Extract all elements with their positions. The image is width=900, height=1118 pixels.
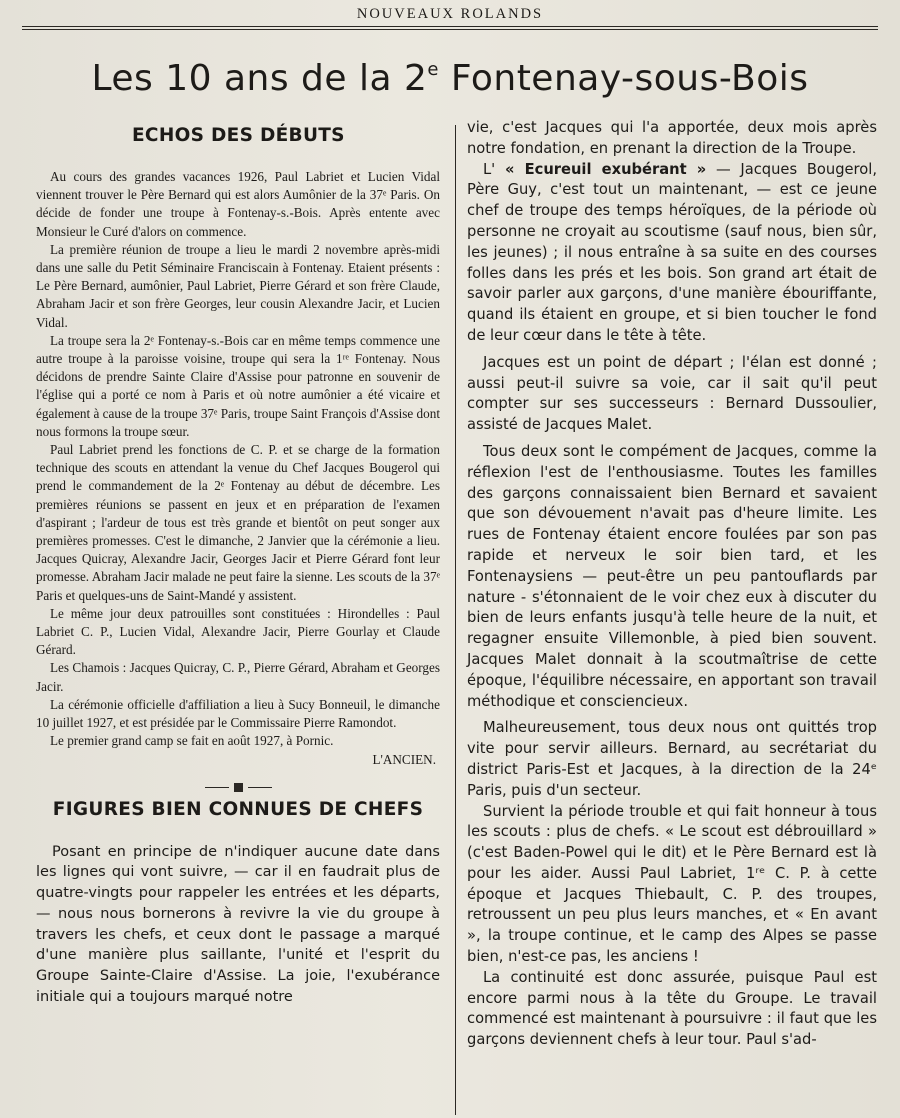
- title-superscript: e: [427, 59, 439, 80]
- section-ornament: [36, 779, 440, 793]
- paragraph: Tous deux sont le compément de Jacques, comme la réflexion l'est de l'enthousiasme. Toutes les familles des garçons connaissaient bien Bernard et savaient que son dévouement n'avait pas d'heure limite. Les rues de Fontenay étaient encore foulées par son pas rapide et nerveux le soir bien tard, et les Fontenaysiens — peut-être un peu pantouflards par nature - s'étonnaient de le voir chez eux à discuter du bien de leurs enfants jusqu'à telle heure de la nuit, et regagner ensuite Villemonble, à pied bien souvent. Jacques Malet donnait à la scoutmaîtrise de cette époque, l'équilibre nécessaire, en apportant son travail méthodique et consciencieux.: [467, 442, 877, 710]
- running-head: NOUVEAUX ROLANDS: [356, 6, 544, 22]
- paragraph: Au cours des grandes vacances 1926, Paul Labriet et Lucien Vidal viennent trouver le Père Bernard qui est alors Aumônier de la 37ᵉ Paris. On décide de fonder une troupe à Fontenay-s.-Bois. Après entente avec Monsieur le Curé d'alors on commence.: [36, 169, 440, 239]
- paragraph: Malheureusement, tous deux nous ont quittés trop vite pour servir ailleurs. Bernard, au secrétariat du district Paris-Est et Jacques, à la direction de la 24ᵉ Paris, puis d'un secteur.: [467, 719, 877, 799]
- column-divider: [455, 125, 456, 1115]
- ornament-square-icon: [234, 783, 243, 792]
- paragraph: La troupe sera la 2ᵉ Fontenay-s.-Bois car en même temps commence une autre troupe à la paroisse voisine, troupe qui sera la 1ʳᵉ Fontenay. Nous décidons de prendre Sainte Claire d'Assise pour patronne en souvenir de l'église qui a porté ce nom à Paris et où notre aumônier a été vicaire et également à cause de la troupe 37ᵉ Paris, troupe Saint François d'Assise dont nous formons la troupe sœur.: [36, 332, 440, 439]
- paragraph: Posant en principe de n'indiquer aucune date dans les lignes qui vont suivre, — car il en faudrait plus de quatre-vingts pour rappeler les entrées et les départs, — nous nous bornerons à revivre la vie du groupe à travers les chefs, et ceux dont le passage a marqué d'une manière plus saillante, l'unité et l'esprit du Groupe Sainte-Claire d'Assise. La joie, l'exubérance initiale qui a toujours marqué notre: [36, 843, 440, 1006]
- paragraph: Le même jour deux patrouilles sont constituées : Hirondelles : Paul Labriet C. P., Lucien Vidal, Alexandre Jacir, Pierre Gourlay et Claude Gérard.: [36, 605, 440, 658]
- paragraph: Le premier grand camp se fait en août 1927, à Pornic.: [50, 733, 334, 749]
- paragraph: La cérémonie officielle d'affiliation a lieu à Sucy Bonneuil, le dimanche 10 juillet 1927, et est présidée par le Commissaire Pierre Ramondot.: [36, 696, 440, 731]
- paragraph: Paul Labriet prend les fonctions de C. P. et se charge de la formation technique des scouts en attendant la venue du Chef Jacques Bougerol qui prend le commandement de la 2ᵉ Fontenay au début de décembre. Les premières réunions se passent en jeux et en préparation de l'examen d'aspirant ; l'ardeur de tous est très grande et bientôt on peut songer aux premières promesses. C'est le dimanche, 2 Janvier que la cérémonie a lieu. Jacques Quicray, Alexandre Jacir, Georges Jacir et Pierre Gérard font leur promesse. Abraham Jacir malade ne peut faire la sienne. Les scouts de la 37ᵉ Paris et quelques-uns de Saint-Mandé y assistent.: [36, 442, 440, 603]
- signature: L'ANCIEN.: [372, 751, 436, 767]
- section-echos-body: [36, 168, 440, 769]
- left-column: [36, 125, 440, 1008]
- ecureuil-nickname: « Ecureuil exubérant »: [504, 160, 707, 178]
- ecureuil-text: — Jacques Bougerol, Père Guy, c'est tout un maintenant, — est ce jeune chef de troupe des temps héroïques, de la période où personne ne croyait au scoutisme (sauf nous, bien sûr, les jeunes) ; il nous entraîne à sa suite en des courses folles dans les prés et les bois. Son grand art était de savoir parler aux garçons, d'une manière ébouriffante, quand ils étaient en groupe, et si bien toucher le fond de leur cœur dans le tête à tête.: [467, 160, 878, 344]
- paragraph: La première réunion de troupe a lieu le mardi 2 novembre après-midi dans une salle du Petit Séminaire Franciscain à Fontenay. Etaient présents : Le Père Bernard, aumônier, Paul Labriet, Pierre Gérard et son frère Claude, Abraham Jacir et son frère Georges, leur cousin Alexandre Jacir, et Lucien Vidal.: [36, 241, 440, 330]
- header-rule-secondary: [22, 29, 878, 30]
- paragraph-continuation: vie, c'est Jacques qui l'a apportée, deux mois après notre fondation, en prenant la direction de la Troupe.: [467, 119, 877, 157]
- paragraph: Les Chamois : Jacques Quicray, C. P., Pierre Gérard, Abraham et Georges Jacir.: [36, 660, 440, 694]
- section-title-echos: ECHOS DES DÉBUTS: [132, 125, 345, 146]
- paragraph: Jacques est un point de départ ; l'élan est donné ; aussi peut-il suivre sa voie, car il sait qu'il peut compter sur ses successeurs : Bernard Dussoulier, assisté de Jacques Malet.: [467, 353, 877, 434]
- header-rule: [22, 26, 878, 27]
- right-column: [467, 118, 877, 1051]
- ecureuil-lead: L': [483, 160, 505, 178]
- paragraph: Survient la période trouble et qui fait honneur à tous les scouts : plus de chefs. « Le scout est débrouillard » (c'est Baden-Powel qui le dit) et le Père Bernard est là pour les aider. Aussi Paul Labriet, 1ʳᵉ C. P. à cette époque et Jacques Thiebault, C. P. des troupes, retroussent un peu plus leurs manches, et « En avant », la troupe continue, et le camp des Alpes se passe bien, n'est-ce pas, les anciens !: [467, 802, 877, 966]
- paragraph-ecureuil: [467, 160, 877, 347]
- title-prefix: Les 10 ans de la 2: [91, 58, 428, 99]
- section-title-figures: FIGURES BIEN CONNUES DE CHEFS: [52, 798, 424, 820]
- page-title: [0, 58, 900, 99]
- title-suffix: Fontenay-sous-Bois: [438, 58, 809, 99]
- paragraph: La continuité est donc assurée, puisque Paul est encore parmi nous à la tête du Groupe. Le travail commencé est maintenant à poursuivre : il faut que les garçons deviennent chefs à leur tour. Paul s'ad-: [467, 968, 877, 1049]
